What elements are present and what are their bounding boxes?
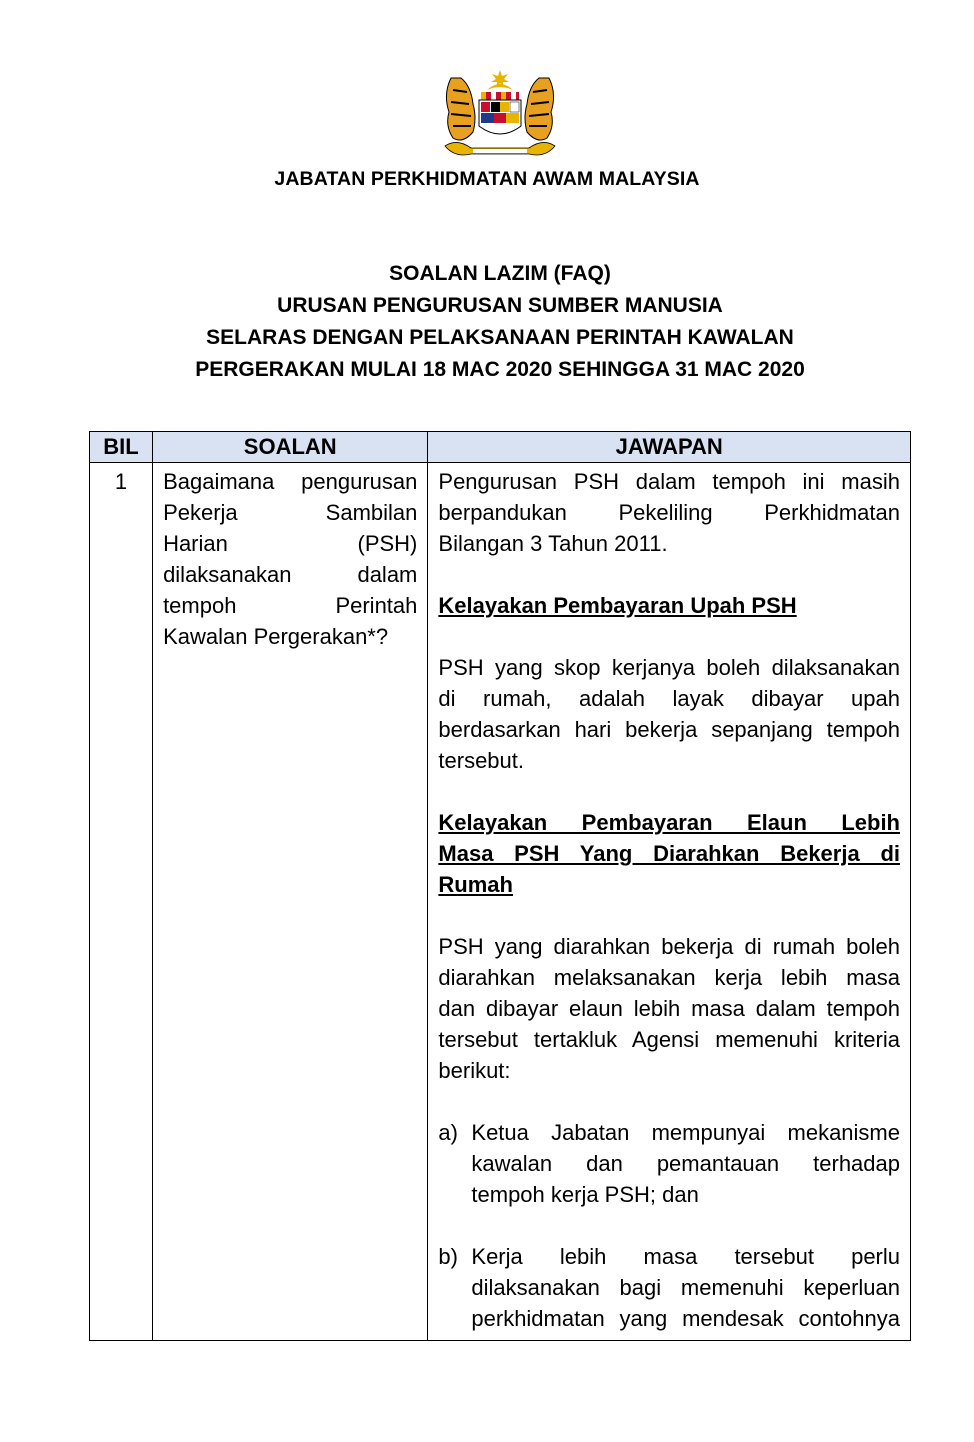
column-header-soalan: SOALAN — [153, 432, 428, 463]
answer-line: berpandukan Pekeliling Perkhidmatan — [438, 500, 900, 525]
answer-line: berdasarkan hari bekerja sepanjang tempoh — [438, 717, 900, 742]
question-line: Bagaimana pengurusan — [163, 469, 418, 494]
faq-table — [89, 431, 911, 1341]
table-header-row — [90, 432, 911, 463]
crest-scroll — [445, 142, 555, 155]
list-line: dilaksanakan bagi memenuhi keperluan — [471, 1275, 900, 1300]
answer-line: berikut: — [438, 1058, 511, 1083]
answer-intro — [438, 466, 900, 559]
table-row — [90, 463, 911, 1341]
answer-paragraph-wage — [438, 652, 900, 776]
question-line: tempoh Perintah — [163, 593, 418, 618]
crest-crescent — [487, 84, 513, 90]
question-line: dilaksanakan dalam — [163, 562, 418, 587]
answer-heading-wage: Kelayakan Pembayaran Upah PSH — [438, 593, 797, 618]
answer-line: diarahkan melaksanakan kerja lebih masa — [438, 965, 900, 990]
answer-line: PSH yang diarahkan bekerja di rumah boleh — [438, 934, 900, 959]
answer-line: tersebut tertakluk Agensi memenuhi kriteria — [438, 1027, 900, 1052]
coat-of-arms-emblem — [437, 68, 563, 160]
answer-paragraph-overtime — [438, 931, 900, 1086]
agency-name: JABATAN PERKHIDMATAN AWAM MALAYSIA — [274, 168, 700, 190]
list-line: perkhidmatan yang mendesak contohnya — [471, 1306, 900, 1331]
list-line: Ketua Jabatan mempunyai mekanisme — [471, 1120, 900, 1145]
heading-line: Masa PSH Yang Diarahkan Bekerja di — [438, 841, 900, 866]
answer-line: Bilangan 3 Tahun 2011. — [438, 531, 668, 556]
question-cell — [153, 463, 428, 1341]
title-line-2: URUSAN PENGURUSAN SUMBER MANUSIA — [277, 294, 723, 317]
heading-line: Kelayakan Pembayaran Elaun Lebih — [438, 810, 900, 835]
column-header-bil: BIL — [90, 432, 153, 463]
list-line: tempoh kerja PSH; dan — [471, 1182, 699, 1207]
crest-tiger-left — [446, 78, 475, 140]
title-line-1: SOALAN LAZIM (FAQ) — [389, 262, 611, 285]
list-marker: b) — [438, 1244, 458, 1269]
answer-heading-overtime — [438, 807, 900, 900]
question-line: Kawalan Pergerakan*? — [163, 624, 389, 649]
title-line-3: SELARAS DENGAN PELAKSANAAN PERINTAH KAWALAN — [206, 326, 794, 349]
question-line: Pekerja Sambilan — [163, 500, 418, 525]
list-marker: a) — [438, 1120, 458, 1145]
list-line: Kerja lebih masa tersebut perlu — [471, 1244, 900, 1269]
list-line: kawalan dan pemantauan terhadap — [471, 1151, 900, 1176]
criteria-item-a — [438, 1117, 900, 1210]
row-number: 1 — [90, 463, 153, 1341]
answer-line: di rumah, adalah layak dibayar upah — [438, 686, 900, 711]
answer-line: Pengurusan PSH dalam tempoh ini masih — [438, 469, 900, 494]
document-title — [0, 258, 974, 386]
criteria-item-b — [438, 1241, 900, 1334]
answer-line: tersebut. — [438, 748, 524, 773]
answer-line: dan dibayar elaun lebih masa dalam tempoh — [438, 996, 900, 1021]
crest-tiger-right — [525, 78, 554, 140]
question-line: Harian (PSH) — [163, 531, 418, 556]
column-header-jawapan: JAWAPAN — [428, 432, 911, 463]
heading-line: Rumah — [438, 872, 513, 897]
answer-cell — [428, 463, 911, 1341]
title-line-4: PERGERAKAN MULAI 18 MAC 2020 SEHINGGA 31 MAC 2020 — [195, 358, 805, 381]
answer-line: PSH yang skop kerjanya boleh dilaksanakan — [438, 655, 900, 680]
